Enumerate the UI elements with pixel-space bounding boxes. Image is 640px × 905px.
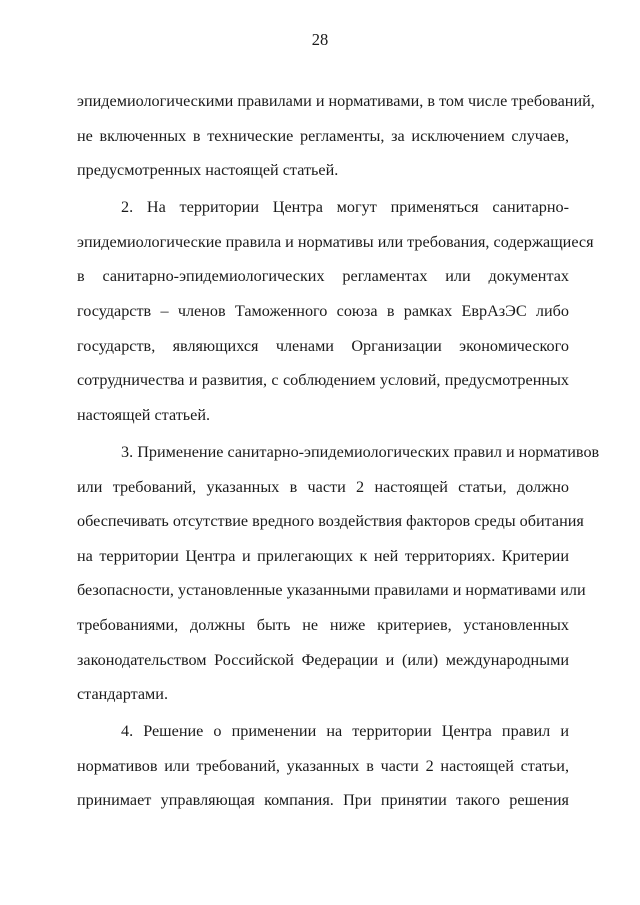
page-number: 28	[311, 30, 329, 49]
text-line: или требований, указанных в части 2 настоящей статьи, должно	[77, 477, 569, 496]
text-line: 2. На территории Центра могут применяться санитарно-	[121, 198, 569, 217]
text-line: законодательством Российской Федерации и (или) международными	[77, 650, 569, 669]
text-line: 4. Решение о применении на территории Центра правил и	[121, 722, 569, 741]
paragraph-3	[77, 435, 600, 712]
text-line: на территории Центра и прилегающих к ней территориях. Критерии	[77, 546, 569, 565]
text-line: не включенных в технические регламенты, за исключением случаев,	[77, 126, 569, 145]
text-line: требованиями, должны быть не ниже критериев, установленных	[77, 615, 569, 634]
text-line: государств – членов Таможенного союза в рамках ЕврАзЭС либо	[77, 302, 569, 321]
text-line: стандартами.	[77, 685, 169, 704]
text-line: настоящей статьей.	[77, 405, 211, 424]
paragraph-2	[77, 190, 594, 432]
text-line: обеспечивать отсутствие вредного воздействия факторов среды обитания	[77, 512, 584, 531]
text-line: нормативов или требований, указанных в части 2 настоящей статьи,	[77, 756, 569, 775]
text-line: государств, являющихся членами Организации экономического	[77, 336, 569, 355]
text-line: предусмотренных настоящей статьей.	[77, 161, 339, 180]
text-line: 3. Применение санитарно-эпидемиологических правил и нормативов	[121, 442, 600, 461]
text-line: эпидемиологическими правилами и нормативами, в том числе требований,	[77, 92, 595, 110]
text-line: сотрудничества и развития, с соблюдением условий, предусмотренных	[77, 371, 569, 390]
paragraph-4	[77, 714, 569, 818]
text-line: принимает управляющая компания. При принятии такого решения	[77, 791, 569, 810]
text-line: эпидемиологические правила и нормативы или требования, содержащиеся	[77, 232, 594, 251]
text-line: безопасности, установленные указанными правилами и нормативами или	[77, 581, 586, 600]
paragraph-1-continuation	[77, 84, 595, 188]
document-body	[77, 84, 600, 820]
text-line: в санитарно-эпидемиологических регламентах или документах	[77, 267, 569, 286]
